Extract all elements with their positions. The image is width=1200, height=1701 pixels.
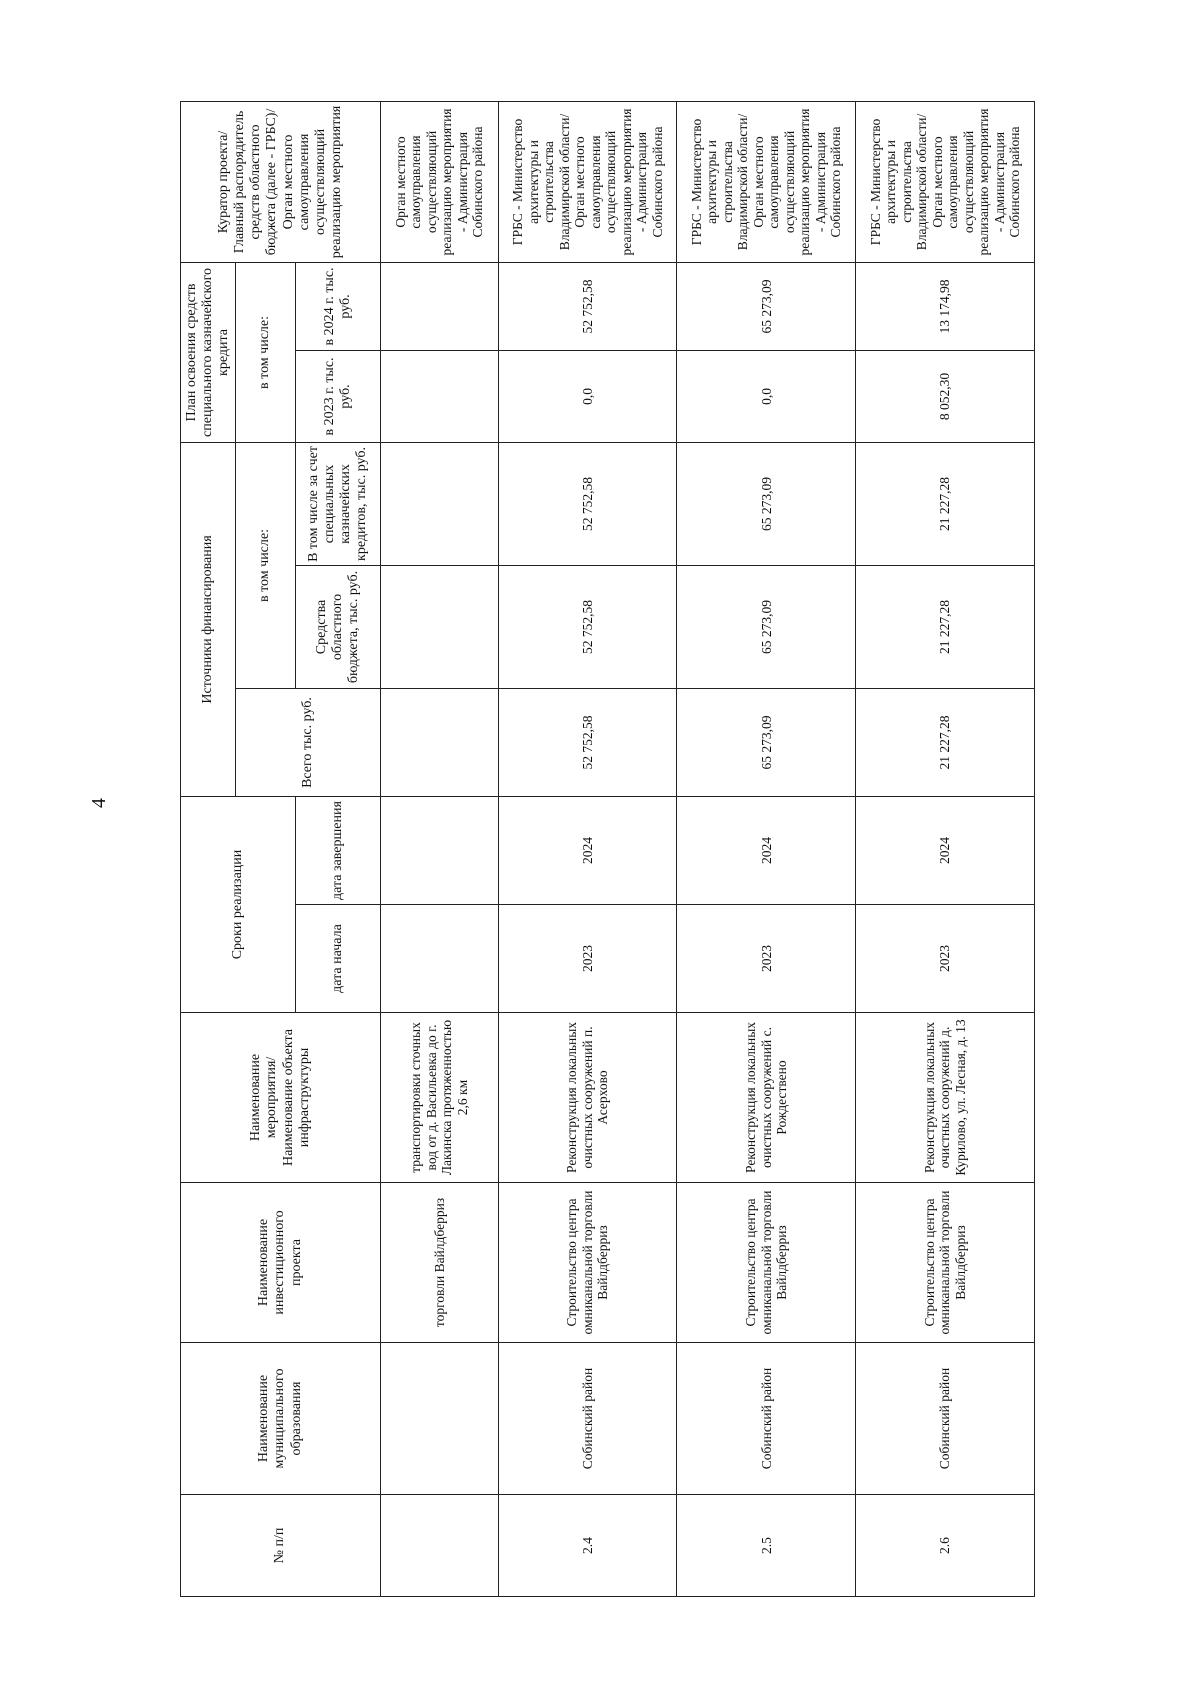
header-2024: в 2024 г. тыс. руб. xyxy=(296,262,381,350)
cell-num xyxy=(381,1495,499,1597)
table-row xyxy=(498,101,677,1596)
cell-2023: 8 052,30 xyxy=(856,350,1035,442)
header-project: Наименование инвестиционного проекта xyxy=(181,1183,381,1343)
header-curator: Куратор проекта/ Главный распорядитель средств областного бюджета (далее - ГРБС)/ Орган местного самоуправления осуществляющий реализацию мероприятия xyxy=(181,101,381,262)
header-plan: План освоения средств специального казначейского кредита xyxy=(181,262,236,442)
header-sources: Источники финансирования xyxy=(181,442,236,796)
header-treasury: В том числе за счет специальных казначейских кредитов, тыс. руб. xyxy=(296,442,381,565)
cell-object: транспортировки сточных вод от д. Васильевка до г. Лакинска протяженностью 2,6 км xyxy=(381,1013,499,1183)
table-row xyxy=(856,101,1035,1596)
header-regional: Средства областного бюджета, тыс. руб. xyxy=(296,566,381,689)
header-2023: в 2023 г. тыс. руб. xyxy=(296,350,381,442)
cell-start: 2023 xyxy=(498,905,677,1013)
cell-regional: 65 273,09 xyxy=(677,566,856,689)
cell-end: 2024 xyxy=(677,797,856,905)
cell-num: 2.5 xyxy=(677,1495,856,1597)
cell-curator: Орган местного самоуправления осуществляющий реализацию мероприятия - Администрация Собинского района xyxy=(381,101,499,262)
cell-curator: ГРБС - Министерство архитектуры и строительства Владимирской области/ Орган местного самоуправления осуществляющий реализацию мероприятия - Администрация Собинского района xyxy=(498,101,677,262)
table-row xyxy=(677,101,856,1596)
cell-project: торговли Вайлдберриз xyxy=(381,1183,499,1343)
cell-2023 xyxy=(381,350,499,442)
cell-object: Реконструкция локальных очистных сооружений с. Рождествено xyxy=(677,1013,856,1183)
header-start: дата начала xyxy=(296,905,381,1013)
cell-end: 2024 xyxy=(856,797,1035,905)
cell-municipality: Собинский район xyxy=(677,1343,856,1495)
cell-project: Строительство центра омниканальной торговли Вайлдберриз xyxy=(856,1183,1035,1343)
cell-2024: 65 273,09 xyxy=(677,262,856,350)
cell-2024: 52 752,58 xyxy=(498,262,677,350)
cell-regional: 21 227,28 xyxy=(856,566,1035,689)
header-total: Всего тыс. руб. xyxy=(236,689,381,797)
cell-municipality: Собинский район xyxy=(856,1343,1035,1495)
cell-num: 2.4 xyxy=(498,1495,677,1597)
cell-start: 2023 xyxy=(856,905,1035,1013)
cell-start xyxy=(381,905,499,1013)
cell-2024: 13 174,98 xyxy=(856,262,1035,350)
cell-num: 2.6 xyxy=(856,1495,1035,1597)
cell-curator: ГРБС - Министерство архитектуры и строительства Владимирской области/ Орган местного самоуправления осуществляющий реализацию мероприятия - Администрация Собинского района xyxy=(856,101,1035,262)
table-header xyxy=(181,101,381,1596)
page-number: 4 xyxy=(88,798,110,808)
financing-table xyxy=(180,101,1035,1597)
cell-curator: ГРБС - Министерство архитектуры и строительства Владимирской области/ Орган местного самоуправления осуществляющий реализацию мероприятия - Администрация Собинского района xyxy=(677,101,856,262)
cell-project: Строительство центра омниканальной торговли Вайлдберриз xyxy=(677,1183,856,1343)
header-municipality: Наименование муниципального образования xyxy=(181,1343,381,1495)
cell-regional: 52 752,58 xyxy=(498,566,677,689)
cell-municipality xyxy=(381,1343,499,1495)
cell-municipality: Собинский район xyxy=(498,1343,677,1495)
cell-object: Реконструкция локальных очистных сооружений п. Асерхово xyxy=(498,1013,677,1183)
cell-object: Реконструкция локальных очистных сооружений д. Курилово, ул. Лесная, д. 13 xyxy=(856,1013,1035,1183)
cell-end: 2024 xyxy=(498,797,677,905)
cell-total: 21 227,28 xyxy=(856,689,1035,797)
cell-treasury: 21 227,28 xyxy=(856,442,1035,565)
cell-regional xyxy=(381,566,499,689)
cell-total: 52 752,58 xyxy=(498,689,677,797)
cell-project: Строительство центра омниканальной торговли Вайлдберриз xyxy=(498,1183,677,1343)
cell-2023: 0,0 xyxy=(677,350,856,442)
cell-end xyxy=(381,797,499,905)
cell-treasury: 52 752,58 xyxy=(498,442,677,565)
rotated-table-container xyxy=(180,102,1035,1597)
cell-2023: 0,0 xyxy=(498,350,677,442)
table-row xyxy=(381,101,499,1596)
cell-start: 2023 xyxy=(677,905,856,1013)
header-end: дата завершения xyxy=(296,797,381,905)
cell-total xyxy=(381,689,499,797)
header-terms: Сроки реализации xyxy=(181,797,296,1013)
table-body xyxy=(381,101,1035,1596)
header-plan-incl: в том числе: xyxy=(236,262,296,442)
cell-treasury xyxy=(381,442,499,565)
header-object: Наименование мероприятия/ Наименование объекта инфраструктуры xyxy=(181,1013,381,1183)
cell-treasury: 65 273,09 xyxy=(677,442,856,565)
header-num: № п/п xyxy=(181,1495,381,1597)
cell-2024 xyxy=(381,262,499,350)
cell-total: 65 273,09 xyxy=(677,689,856,797)
header-sources-incl: в том числе: xyxy=(236,442,296,688)
